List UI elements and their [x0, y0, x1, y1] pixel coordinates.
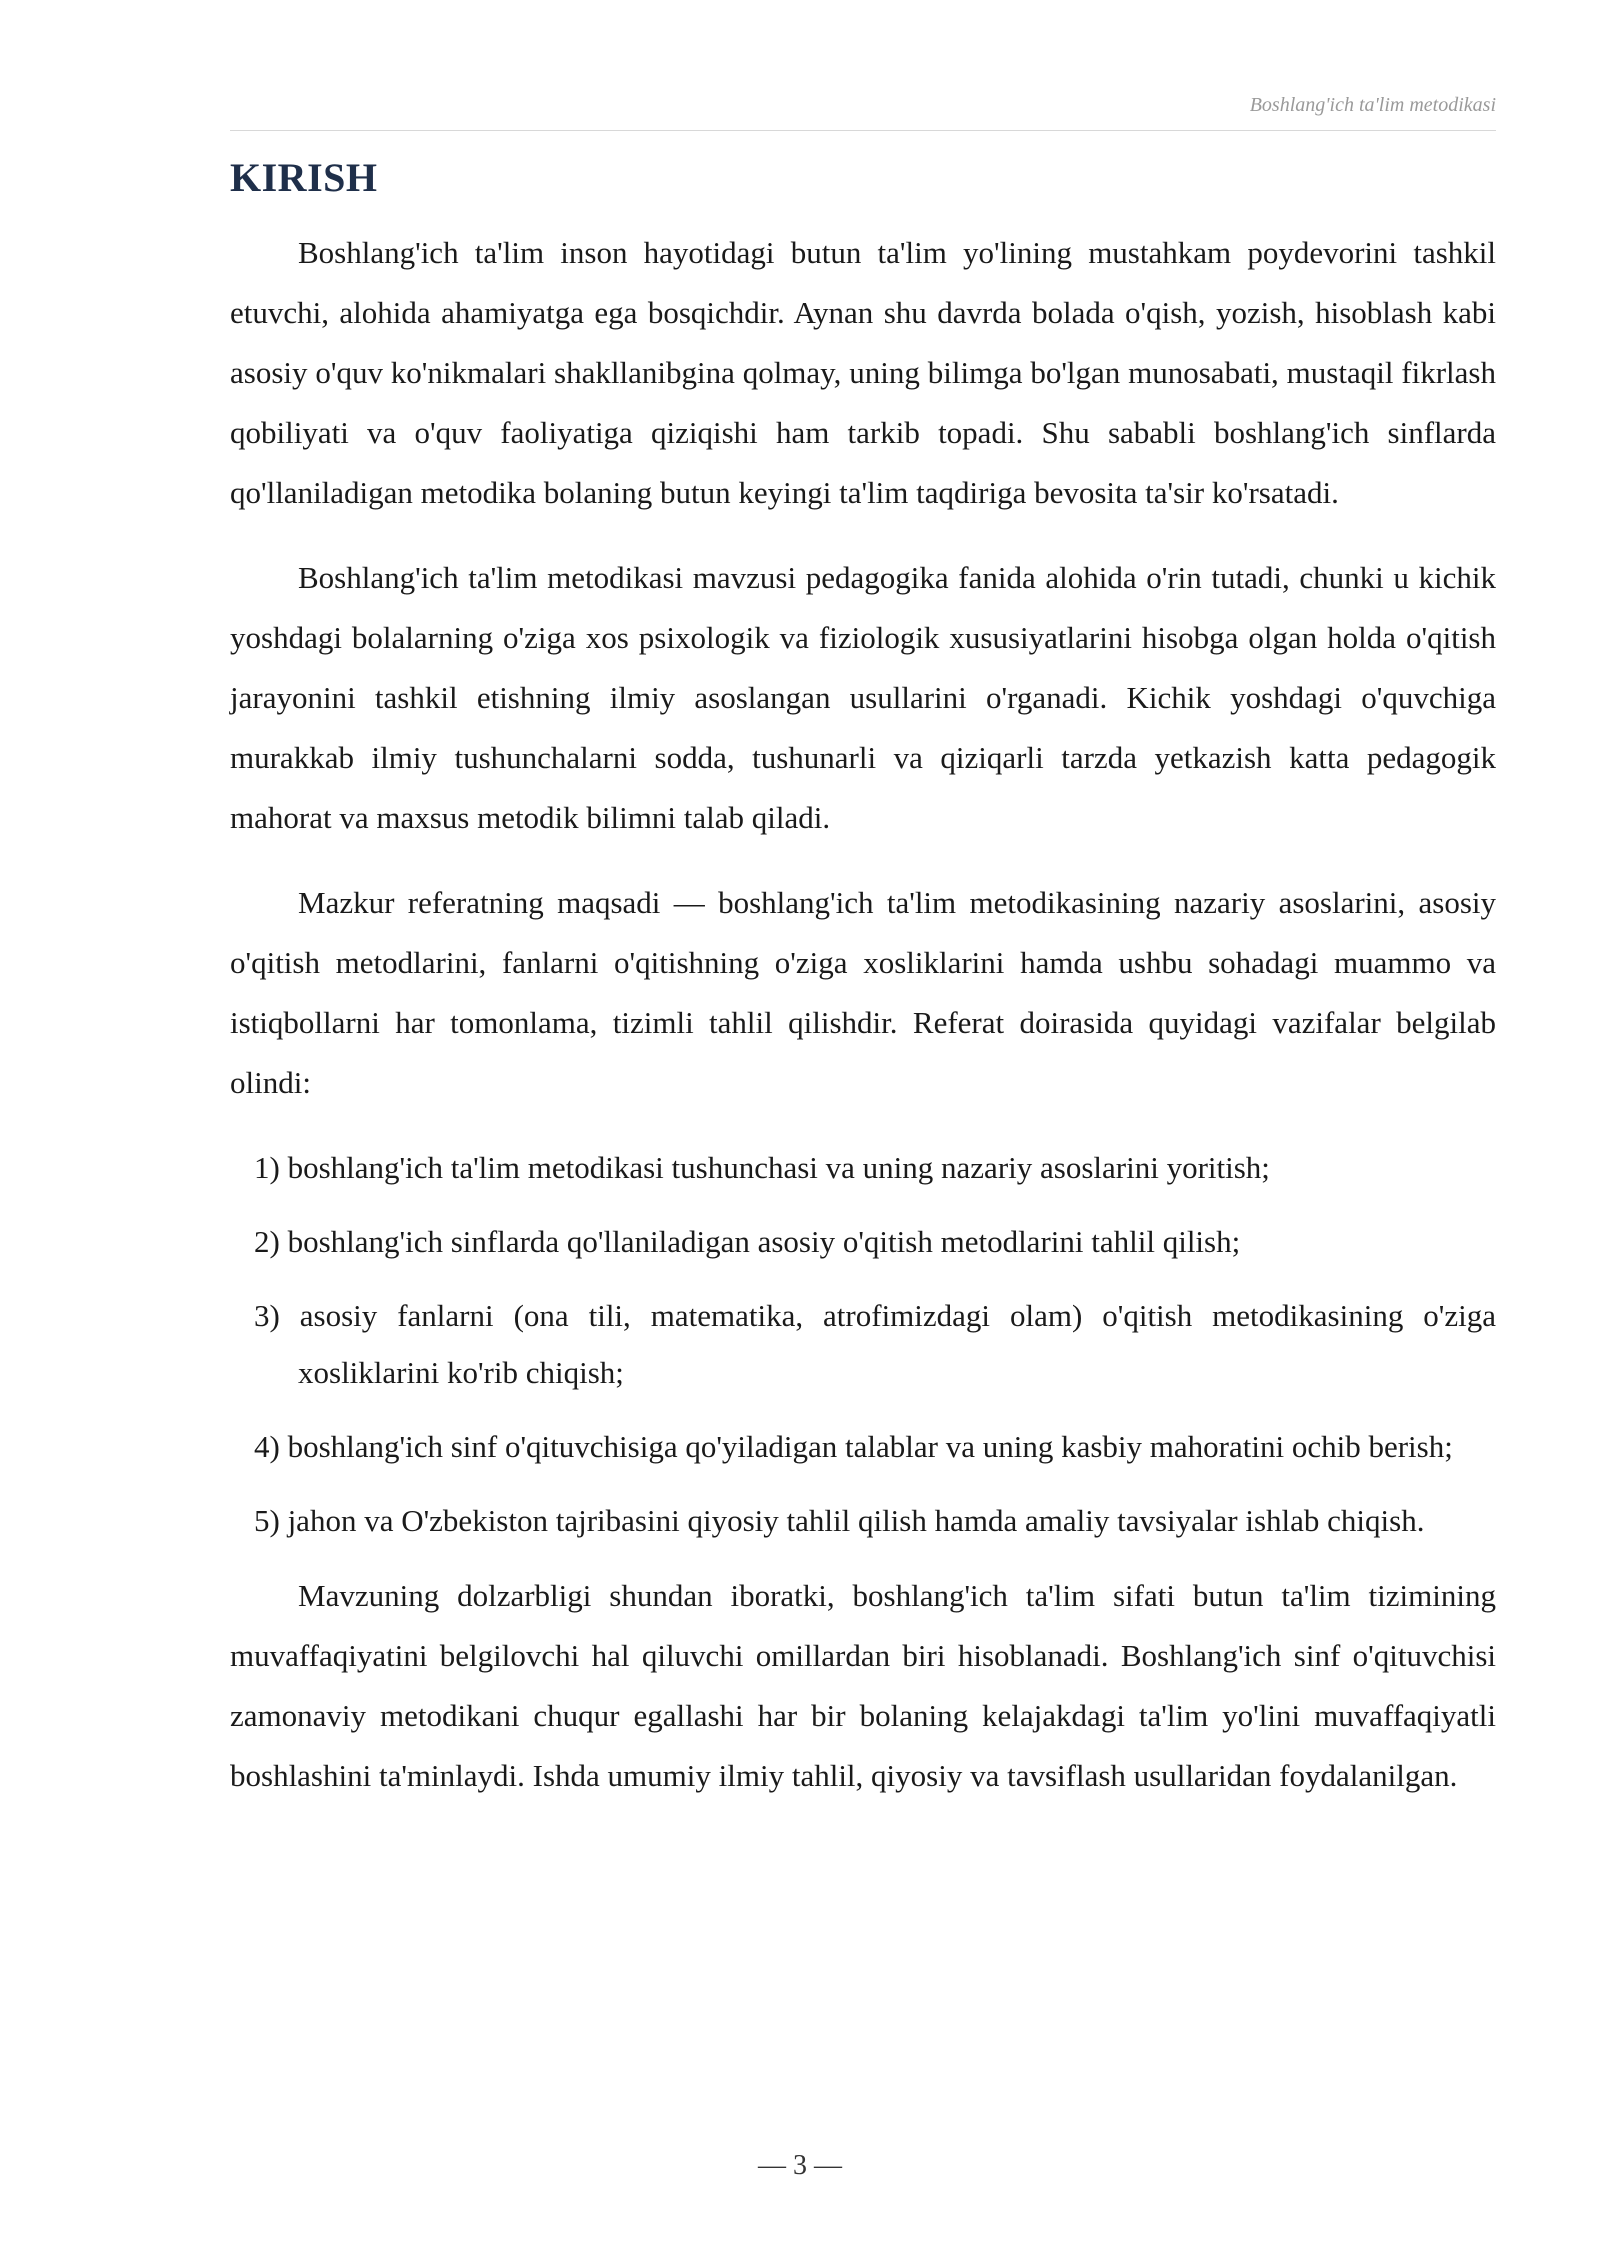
task-item: 4) boshlang'ich sinf o'qituvchisiga qo'yiladigan talablar va uning kasbiy mahoratini ochib berish;: [254, 1429, 1453, 1464]
task-item: 2) boshlang'ich sinflarda qo'llaniladigan asosiy o'qitish metodlarini tahlil qilish;: [254, 1224, 1241, 1259]
task-item: 1) boshlang'ich ta'lim metodikasi tushunchasi va uning nazariy asoslarini yoritish;: [254, 1150, 1270, 1185]
paragraph-relevance: Mavzuning dolzarbligi shundan iboratki, boshlang'ich ta'lim sifati butun ta'lim tizimining muvaffaqiyatini belgilovchi hal qiluvchi omillardan biri hisoblanadi. Boshlang'ich sinf o'qituvchisi zamonaviy metodikani chuqur egallashi har bir bolaning kelajakdagi ta'lim yo'lini muvaffaqiyatli boshlashini ta'minlaydi. Ishda umumiy ilmiy tahlil, qiyosiy va tavsiflash usullaridan foydalanilgan.: [230, 1578, 1496, 1793]
section-title: KIRISH: [230, 155, 378, 200]
running-header: Boshlang'ich ta'lim metodikasi: [1249, 94, 1496, 116]
paragraph-goal: Mazkur referatning maqsadi — boshlang'ich ta'lim metodikasining nazariy asoslarini, asosiy o'qitish metodlarini, fanlarni o'qitishning o'ziga xosliklarini hamda ushbu sohadagi muammo va istiqbollarni har tomonlama, tizimli tahlil qilishdir. Referat doirasida quyidagi vazifalar belgilab olindi:: [230, 885, 1496, 1100]
header-divider: [230, 130, 1496, 131]
task-item: 5) jahon va O'zbekiston tajribasini qiyosiy tahlil qilish hamda amaliy tavsiyalar ishlab chiqish.: [254, 1503, 1425, 1538]
paragraph-intro: Boshlang'ich ta'lim inson hayotidagi butun ta'lim yo'lining mustahkam poydevorini tashkil etuvchi, alohida ahamiyatga ega bosqichdir. Aynan shu davrda bolada o'qish, yozish, hisoblash kabi asosiy o'quv ko'nikmalari shakllanibgina qolmay, uning bilimga bo'lgan munosabati, mustaqil fikrlash qobiliyati va o'quv faoliyatiga qiziqishi ham tarkib topadi. Shu sababli boshlang'ich sinflarda qo'llaniladigan metodika bolaning butun keyingi ta'lim taqdiriga bevosita ta'sir ko'rsatadi.: [230, 235, 1496, 510]
task-list: [230, 1139, 1496, 1549]
task-item: 3) asosiy fanlarni (ona tili, matematika, atrofimizdagi olam) o'qitish metodikasining o'ziga xosliklarini ko'rib chiqish;: [254, 1298, 1496, 1390]
page-number: — 3 —: [758, 2150, 842, 2181]
page-content: [230, 150, 1496, 1806]
paragraph-subject: Boshlang'ich ta'lim metodikasi mavzusi pedagogika fanida alohida o'rin tutadi, chunki u kichik yoshdagi bolalarning o'ziga xos psixologik va fiziologik xususiyatlarini hisobga olgan holda o'qitish jarayonini tashkil etishning ilmiy asoslangan usullarini o'rganadi. Kichik yoshdagi o'quvchiga murakkab ilmiy tushunchalarni sodda, tushunarli va qiziqarli tarzda yetkazish katta pedagogik mahorat va maxsus metodik bilimni talab qiladi.: [230, 560, 1496, 835]
